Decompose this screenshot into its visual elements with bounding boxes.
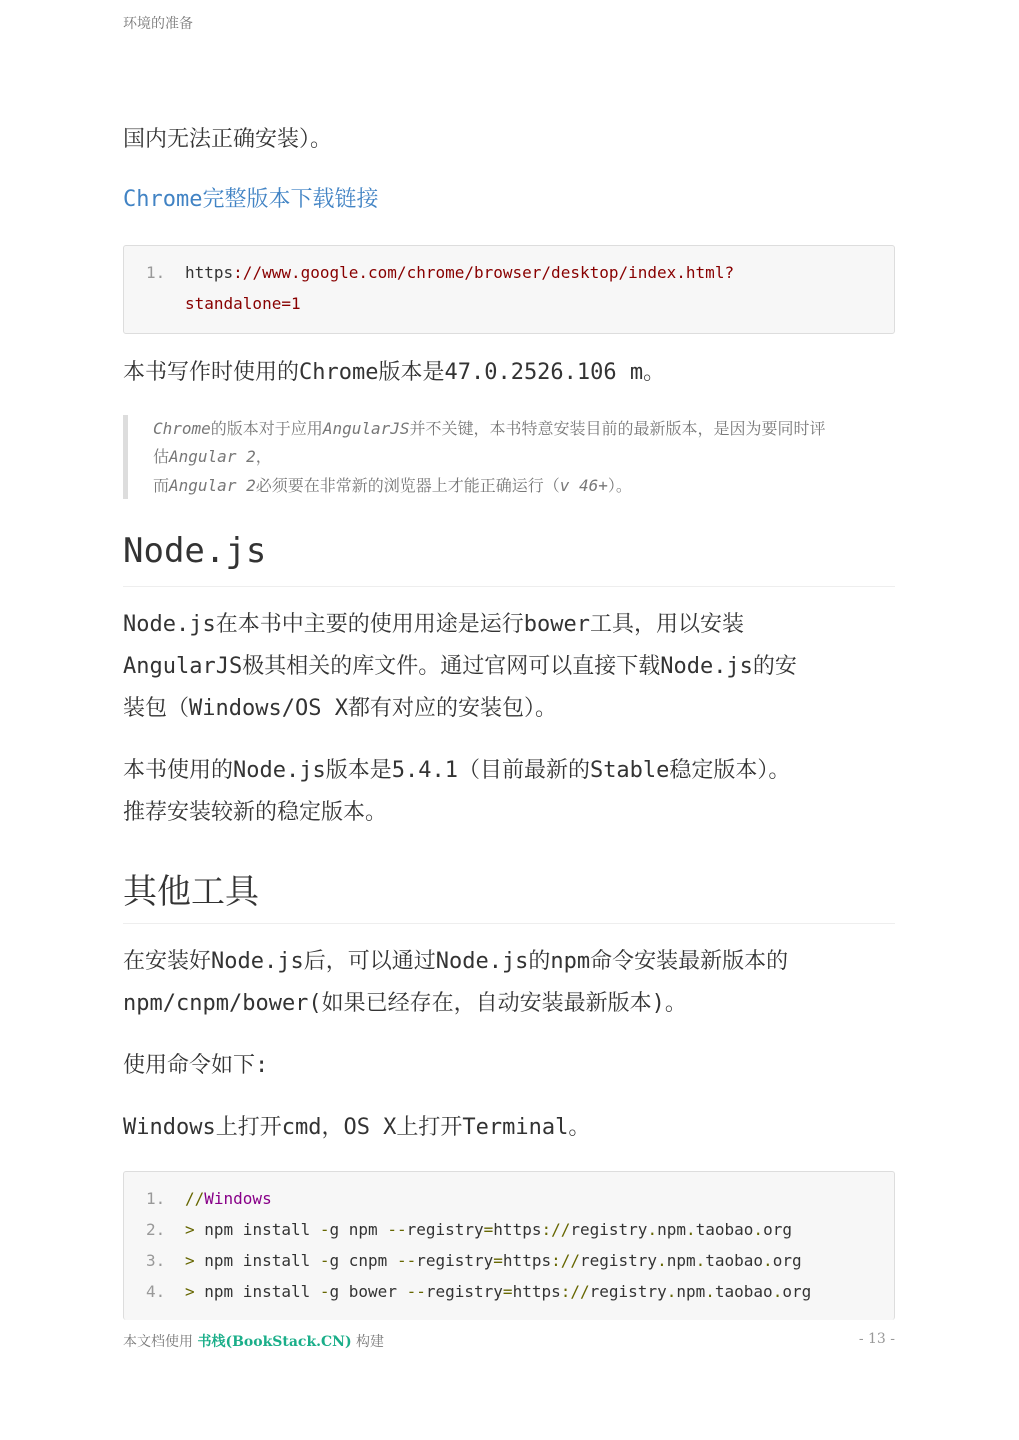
host-part: org <box>782 1282 812 1301</box>
equals: = <box>483 1220 494 1239</box>
note-text: 必须要在非常新的浏览器上才能正确运行（ <box>255 476 560 495</box>
flag: g <box>329 1220 349 1239</box>
host-part: taobao <box>705 1251 764 1270</box>
code-command-line <box>185 1220 792 1239</box>
prompt: > <box>185 1220 195 1239</box>
intro-tail-text: 国内无法正确安装）。 <box>123 127 333 152</box>
line-number: 4. <box>146 1282 166 1301</box>
note-blockquote <box>123 415 888 499</box>
dot: . <box>772 1282 783 1301</box>
dot: . <box>695 1251 706 1270</box>
note-line-3 <box>153 472 632 500</box>
host-part: taobao <box>714 1282 773 1301</box>
host-part: registry <box>570 1220 648 1239</box>
code-block-npm-install <box>123 1171 895 1320</box>
host-part: registry <box>580 1251 658 1270</box>
footer-brand-link[interactable]: 书栈(BookStack.CN) <box>197 1334 352 1350</box>
note-text: ）。 <box>607 476 632 495</box>
prompt: > <box>185 1251 195 1270</box>
chrome-download-link[interactable]: Chrome完整版本下载链接 <box>123 187 379 212</box>
scheme: https <box>512 1282 561 1301</box>
option: registry <box>416 1251 494 1270</box>
host-part: taobao <box>695 1220 754 1239</box>
scheme: https <box>493 1220 542 1239</box>
line-number: 1. <box>146 1189 166 1208</box>
host-part: org <box>763 1220 792 1239</box>
url-scheme: https <box>185 263 234 282</box>
footer-suffix: 构建 <box>351 1334 385 1350</box>
note-text: 估 <box>153 447 170 466</box>
dot: . <box>666 1282 677 1301</box>
line-number: 1. <box>146 263 166 282</box>
option: registry <box>425 1282 503 1301</box>
dot: . <box>647 1220 658 1239</box>
note-term: Angular 2 <box>169 447 256 466</box>
separator: :// <box>551 1251 580 1270</box>
package: cnpm <box>348 1251 388 1270</box>
note-text: ， <box>255 447 272 466</box>
option: registry <box>406 1220 484 1239</box>
nodejs-version-line: 本书使用的Node.js版本是5.4.1（目前最新的Stable稳定版本）。 <box>123 758 791 783</box>
separator: :// <box>560 1282 590 1301</box>
note-text: 而 <box>153 476 170 495</box>
tools-para-line: npm/cnpm/bower(如果已经存在，自动安装最新版本)。 <box>123 991 687 1016</box>
note-term: v 46+ <box>559 476 608 495</box>
dot: . <box>657 1251 667 1270</box>
note-line-2 <box>153 443 272 471</box>
host-part: npm <box>657 1220 686 1239</box>
comment-text: Windows <box>204 1189 272 1208</box>
terminal-text: Windows上打开cmd，OS X上打开Terminal。 <box>123 1115 591 1140</box>
package: bower <box>348 1282 397 1301</box>
host-part: npm <box>666 1251 696 1270</box>
running-header: 环境的准备 <box>123 16 193 32</box>
note-term: Chrome <box>153 419 211 438</box>
flag-dash: - <box>319 1282 330 1301</box>
package: npm <box>348 1220 378 1239</box>
url-query: standalone=1 <box>185 294 301 313</box>
flag: g <box>329 1282 349 1301</box>
note-term: Angular 2 <box>169 476 256 495</box>
code-line <box>185 263 734 282</box>
flag-dash: - <box>319 1251 330 1270</box>
url-rest: ://www.google.com/chrome/browser/desktop/index.html? <box>233 263 735 282</box>
equals: = <box>493 1251 503 1270</box>
separator: :// <box>541 1220 571 1239</box>
nodejs-version-line: 推荐安装较新的稳定版本。 <box>123 800 388 825</box>
dot: . <box>685 1220 696 1239</box>
nodejs-para-line: AngularJS极其相关的库文件。通过官网可以直接下载Node.js的安 <box>123 654 797 679</box>
line-number: 2. <box>146 1220 166 1239</box>
nodejs-para-line: 装包（Windows/OS X都有对应的安装包）。 <box>123 696 557 721</box>
line-number: 3. <box>146 1251 166 1270</box>
usage-text: 使用命令如下: <box>123 1053 269 1078</box>
tools-para-line: 在安装好Node.js后，可以通过Node.js的npm命令安装最新版本的 <box>123 949 789 974</box>
equals: = <box>502 1282 513 1301</box>
dot: . <box>763 1251 773 1270</box>
code-command-line <box>185 1282 811 1301</box>
dot: . <box>753 1220 764 1239</box>
host-part: org <box>772 1251 802 1270</box>
cmd: npm install <box>194 1251 320 1270</box>
cmd: npm install <box>194 1220 320 1239</box>
flag-dash: - <box>319 1220 330 1239</box>
note-text: 的版本对于应用 <box>210 419 323 438</box>
heading-other-tools: 其他工具 <box>123 864 895 924</box>
code-command-line <box>185 1251 802 1270</box>
note-line-1 <box>153 415 826 443</box>
option-dash: -- <box>377 1220 407 1239</box>
prompt: > <box>185 1282 195 1301</box>
option-dash: -- <box>396 1282 426 1301</box>
page-number: - 13 - <box>858 1331 895 1347</box>
dot: . <box>705 1282 715 1301</box>
footer-credit <box>123 1331 384 1351</box>
flag: g <box>329 1251 349 1270</box>
note-term: AngularJS <box>322 419 410 438</box>
heading-nodejs: Node.js <box>123 531 895 587</box>
footer-prefix: 本文档使用 <box>123 1334 198 1350</box>
comment-marker: // <box>185 1189 205 1208</box>
code-block-chrome-url <box>123 245 895 334</box>
chrome-version-text: 本书写作时使用的Chrome版本是47.0.2526.106 m。 <box>123 360 666 385</box>
nodejs-para-line: Node.js在本书中主要的使用用途是运行bower工具，用以安装 <box>123 612 744 637</box>
note-text: 并不关键，本书特意安装目前的最新版本，是因为要同时评 <box>409 419 826 438</box>
code-line-continued <box>185 294 301 313</box>
code-comment-line <box>185 1189 272 1208</box>
scheme: https <box>502 1251 552 1270</box>
cmd: npm install <box>194 1282 320 1301</box>
host-part: registry <box>589 1282 667 1301</box>
host-part: npm <box>676 1282 706 1301</box>
option-dash: -- <box>387 1251 417 1270</box>
